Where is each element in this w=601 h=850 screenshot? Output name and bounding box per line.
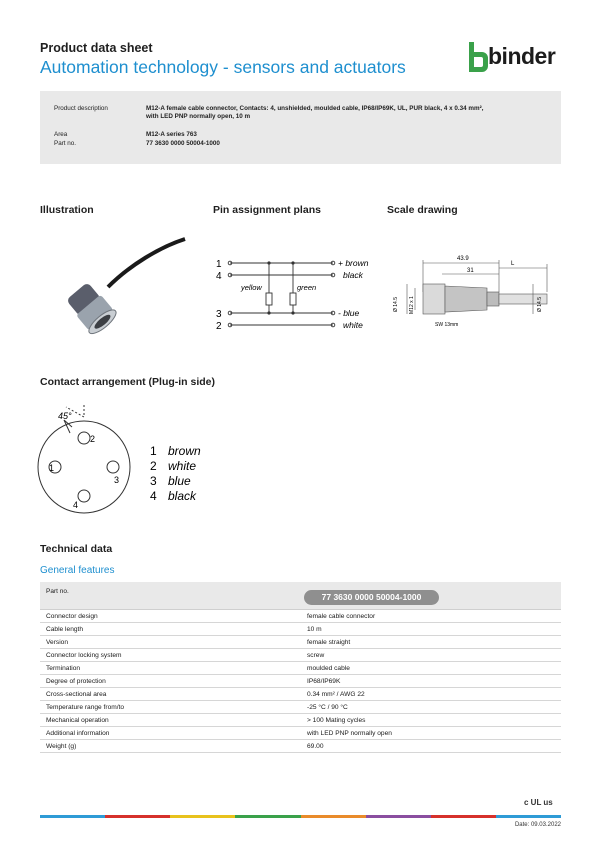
pin-label: 2 bbox=[216, 321, 222, 332]
area-label: Area bbox=[54, 131, 68, 138]
wire-label: black bbox=[343, 270, 363, 280]
legend-num: 4 bbox=[150, 489, 157, 503]
technical-data-table bbox=[40, 582, 561, 753]
page-title: Automation technology - sensors and actuators bbox=[40, 57, 406, 77]
dim-right: Ø 14.5 bbox=[537, 296, 543, 312]
footer-stripe bbox=[496, 815, 561, 818]
row-value: 10 m bbox=[307, 626, 322, 633]
row-label: Cable length bbox=[46, 626, 84, 633]
legend-num: 2 bbox=[150, 459, 157, 473]
table-row bbox=[40, 623, 561, 636]
row-label: Mechanical operation bbox=[46, 717, 109, 724]
footer-color-bar bbox=[40, 815, 561, 818]
legend-num: 3 bbox=[150, 474, 157, 488]
table-row bbox=[40, 675, 561, 688]
general-features-title: General features bbox=[40, 565, 115, 576]
footer-stripe bbox=[235, 815, 300, 818]
description-label: Product description bbox=[54, 105, 108, 112]
row-label: Termination bbox=[46, 665, 81, 672]
legend-num: 1 bbox=[150, 444, 157, 458]
dim-total: 43.9 bbox=[457, 256, 469, 262]
brand-name: binder bbox=[488, 43, 556, 69]
product-info-box bbox=[40, 91, 561, 164]
partno-badge: 77 3630 0000 50004-1000 bbox=[304, 590, 439, 605]
dim-31: 31 bbox=[467, 268, 474, 274]
table-row bbox=[40, 636, 561, 649]
angle-label: 45° bbox=[58, 411, 72, 421]
row-label: Temperature range from/to bbox=[46, 704, 125, 711]
brand-logo bbox=[466, 40, 566, 74]
row-label: Version bbox=[46, 639, 68, 646]
footer-stripe bbox=[431, 815, 496, 818]
row-value: screw bbox=[307, 652, 325, 659]
pin-label: 1 bbox=[216, 259, 222, 270]
ul-cert-mark: c UL us bbox=[524, 798, 553, 807]
contact-arrangement-title: Contact arrangement (Plug-in side) bbox=[40, 376, 216, 388]
row-label: Connector design bbox=[46, 613, 98, 620]
contact-arrangement-diagram bbox=[36, 405, 206, 520]
footer-stripe bbox=[301, 815, 366, 818]
scale-drawing-title: Scale drawing bbox=[387, 204, 458, 216]
dim-left-inner: M12 x 1 bbox=[409, 296, 415, 314]
table-header-row bbox=[40, 582, 561, 610]
legend-color: blue bbox=[168, 474, 191, 488]
row-label: Cross-sectional area bbox=[46, 691, 107, 698]
row-label: Additional information bbox=[46, 730, 110, 737]
dim-left-outer: Ø 14.5 bbox=[393, 296, 399, 312]
dim-l: L bbox=[511, 261, 515, 267]
table-row bbox=[40, 688, 561, 701]
row-value: female cable connector bbox=[307, 613, 376, 620]
table-row bbox=[40, 610, 561, 623]
description-value-2: with LED PNP normally open, 10 m bbox=[146, 113, 251, 120]
table-row bbox=[40, 714, 561, 727]
footer-stripe bbox=[105, 815, 170, 818]
legend-color: black bbox=[168, 489, 197, 503]
page-kicker: Product data sheet bbox=[40, 41, 153, 55]
wire-label: white bbox=[343, 320, 363, 330]
table-body bbox=[40, 610, 561, 753]
scale-drawing bbox=[387, 252, 552, 337]
area-value: M12-A series 763 bbox=[146, 131, 197, 138]
table-row bbox=[40, 649, 561, 662]
contact-pin-number: 4 bbox=[73, 500, 79, 510]
table-row bbox=[40, 701, 561, 714]
pin-assignment-diagram bbox=[213, 250, 378, 340]
footer-stripe bbox=[170, 815, 235, 818]
legend-color: white bbox=[168, 459, 197, 473]
contact-pin-number: 3 bbox=[114, 475, 120, 485]
binder-logo-icon bbox=[466, 40, 490, 72]
led-label-yellow: yellow bbox=[241, 283, 262, 292]
pin-label: 3 bbox=[216, 309, 222, 320]
row-value: -25 °C / 90 °C bbox=[307, 704, 348, 711]
legend-color: brown bbox=[168, 444, 201, 458]
row-value: moulded cable bbox=[307, 665, 350, 672]
connector-illustration bbox=[40, 225, 200, 350]
contact-pin-number: 1 bbox=[49, 463, 55, 473]
table-row bbox=[40, 727, 561, 740]
pin-assignment-title: Pin assignment plans bbox=[213, 204, 321, 216]
row-label: Degree of protection bbox=[46, 678, 106, 685]
footer-stripe bbox=[366, 815, 431, 818]
footer-stripe bbox=[40, 815, 105, 818]
pin-label: 4 bbox=[216, 271, 222, 282]
row-value: IP68/IP69K bbox=[307, 678, 341, 685]
partno-value: 77 3630 0000 50004-1000 bbox=[146, 140, 220, 147]
row-value: female straight bbox=[307, 639, 351, 646]
wire-label: + brown bbox=[338, 258, 369, 268]
footer-date: Date: 09.03.2022 bbox=[514, 822, 561, 828]
technical-data-title: Technical data bbox=[40, 543, 113, 555]
row-label: Connector locking system bbox=[46, 652, 122, 659]
row-value: 69.00 bbox=[307, 743, 324, 750]
row-value: > 100 Mating cycles bbox=[307, 717, 366, 724]
description-value-1: M12-A female cable connector, Contacts: 4, unshielded, moulded cable, IP68/IP69K, UL, PUR black, 4 x 0.34 mm², bbox=[146, 105, 484, 112]
table-header-label: Part no. bbox=[46, 588, 69, 595]
row-value: with LED PNP normally open bbox=[307, 730, 392, 737]
sw-label: SW 13mm bbox=[435, 322, 459, 328]
row-value: 0.34 mm² / AWG 22 bbox=[307, 691, 365, 698]
led-label-green: green bbox=[297, 283, 317, 292]
illustration-title: Illustration bbox=[40, 204, 94, 216]
table-row bbox=[40, 662, 561, 675]
row-label: Weight (g) bbox=[46, 743, 77, 750]
wire-label: - blue bbox=[338, 308, 360, 318]
contact-pin-number: 2 bbox=[90, 434, 96, 444]
partno-label: Part no. bbox=[54, 140, 77, 147]
table-row bbox=[40, 740, 561, 753]
